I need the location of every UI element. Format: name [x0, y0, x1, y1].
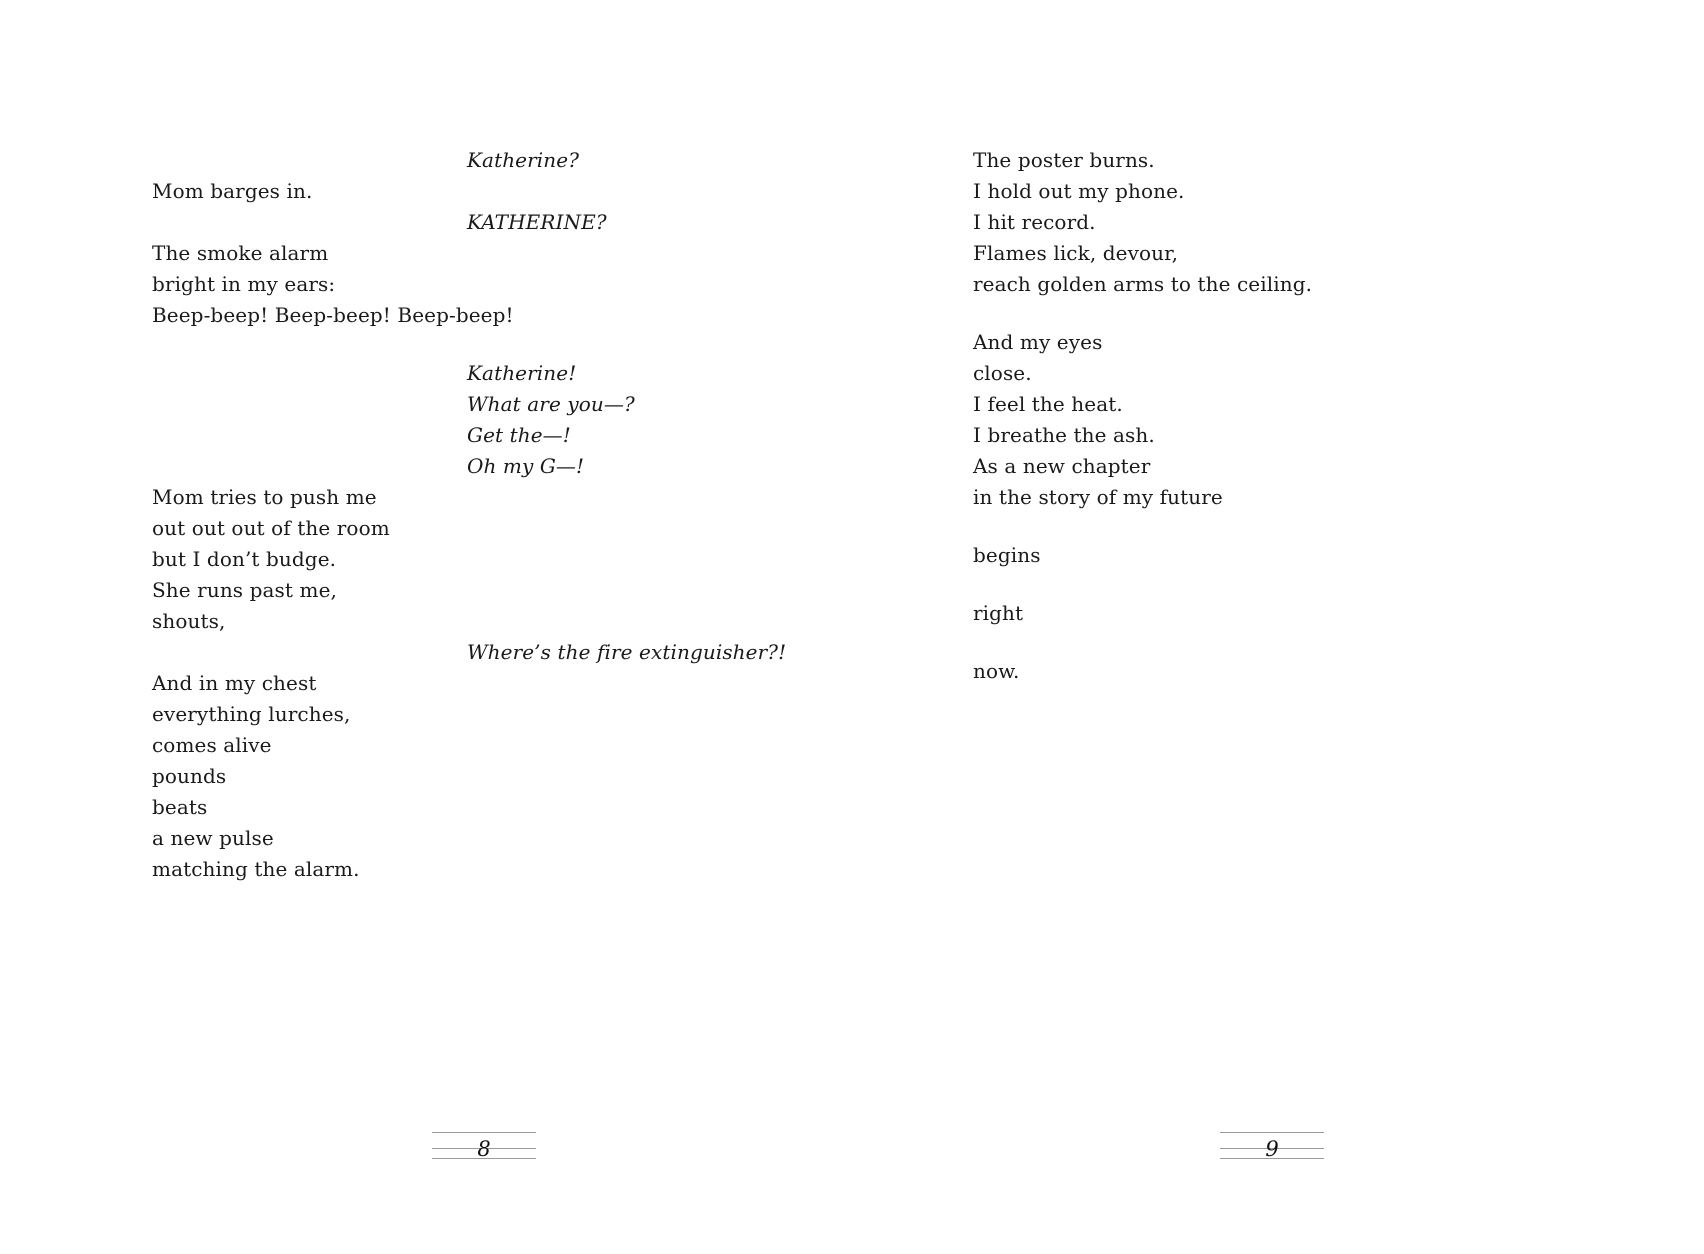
verse-line: now. — [973, 659, 1020, 683]
verse-line: And in my chest — [152, 671, 317, 695]
folio-rule — [1220, 1132, 1324, 1133]
verse-line: Flames lick, devour, — [973, 241, 1179, 265]
page-number-text: 9 — [1265, 1137, 1279, 1161]
verse-line: Mom tries to push me — [152, 485, 377, 509]
verse-line: reach golden arms to the ceiling. — [973, 272, 1313, 296]
verse-line: but I don’t budge. — [152, 547, 337, 571]
verse-line: Mom barges in. — [152, 179, 313, 203]
verse-line: I hold out my phone. — [973, 179, 1185, 203]
verse-line: close. — [973, 361, 1032, 385]
dialogue-line: KATHERINE? — [467, 210, 607, 234]
verse-line: The smoke alarm — [152, 241, 329, 265]
verse-line: And my eyes — [973, 330, 1103, 354]
verse-line: Beep-beep! Beep-beep! Beep-beep! — [152, 303, 514, 327]
verse-line: matching the alarm. — [152, 857, 360, 881]
verse-line: comes alive — [152, 733, 272, 757]
page-number-right — [1220, 1132, 1324, 1166]
verse-line: pounds — [152, 764, 227, 788]
dialogue-line: Katherine! — [467, 361, 577, 385]
dialogue-line: Oh my G—! — [467, 454, 585, 478]
verse-line: She runs past me, — [152, 578, 337, 602]
verse-line: I hit record. — [973, 210, 1096, 234]
verse-line: in the story of my future — [973, 485, 1223, 509]
verse-line: bright in my ears: — [152, 272, 336, 296]
verse-line: everything lurches, — [152, 702, 351, 726]
verse-line: out out out of the room — [152, 516, 390, 540]
verse-line: I breathe the ash. — [973, 423, 1155, 447]
verse-line: beats — [152, 795, 208, 819]
verse-line: The poster burns. — [973, 148, 1155, 172]
verse-line: As a new chapter — [973, 454, 1151, 478]
folio-rule — [432, 1132, 536, 1133]
verse-line: begins — [973, 543, 1041, 567]
dialogue-line: Katherine? — [467, 148, 580, 172]
page-number-left — [432, 1132, 536, 1166]
verse-line: shouts, — [152, 609, 226, 633]
verse-line: a new pulse — [152, 826, 274, 850]
dialogue-line: Get the—! — [467, 423, 571, 447]
verse-line: right — [973, 601, 1024, 625]
verse-line: I feel the heat. — [973, 392, 1123, 416]
dialogue-line: What are you—? — [467, 392, 635, 416]
dialogue-line: Where’s the fire extinguisher?! — [467, 640, 787, 664]
page-number-text: 8 — [477, 1137, 491, 1161]
